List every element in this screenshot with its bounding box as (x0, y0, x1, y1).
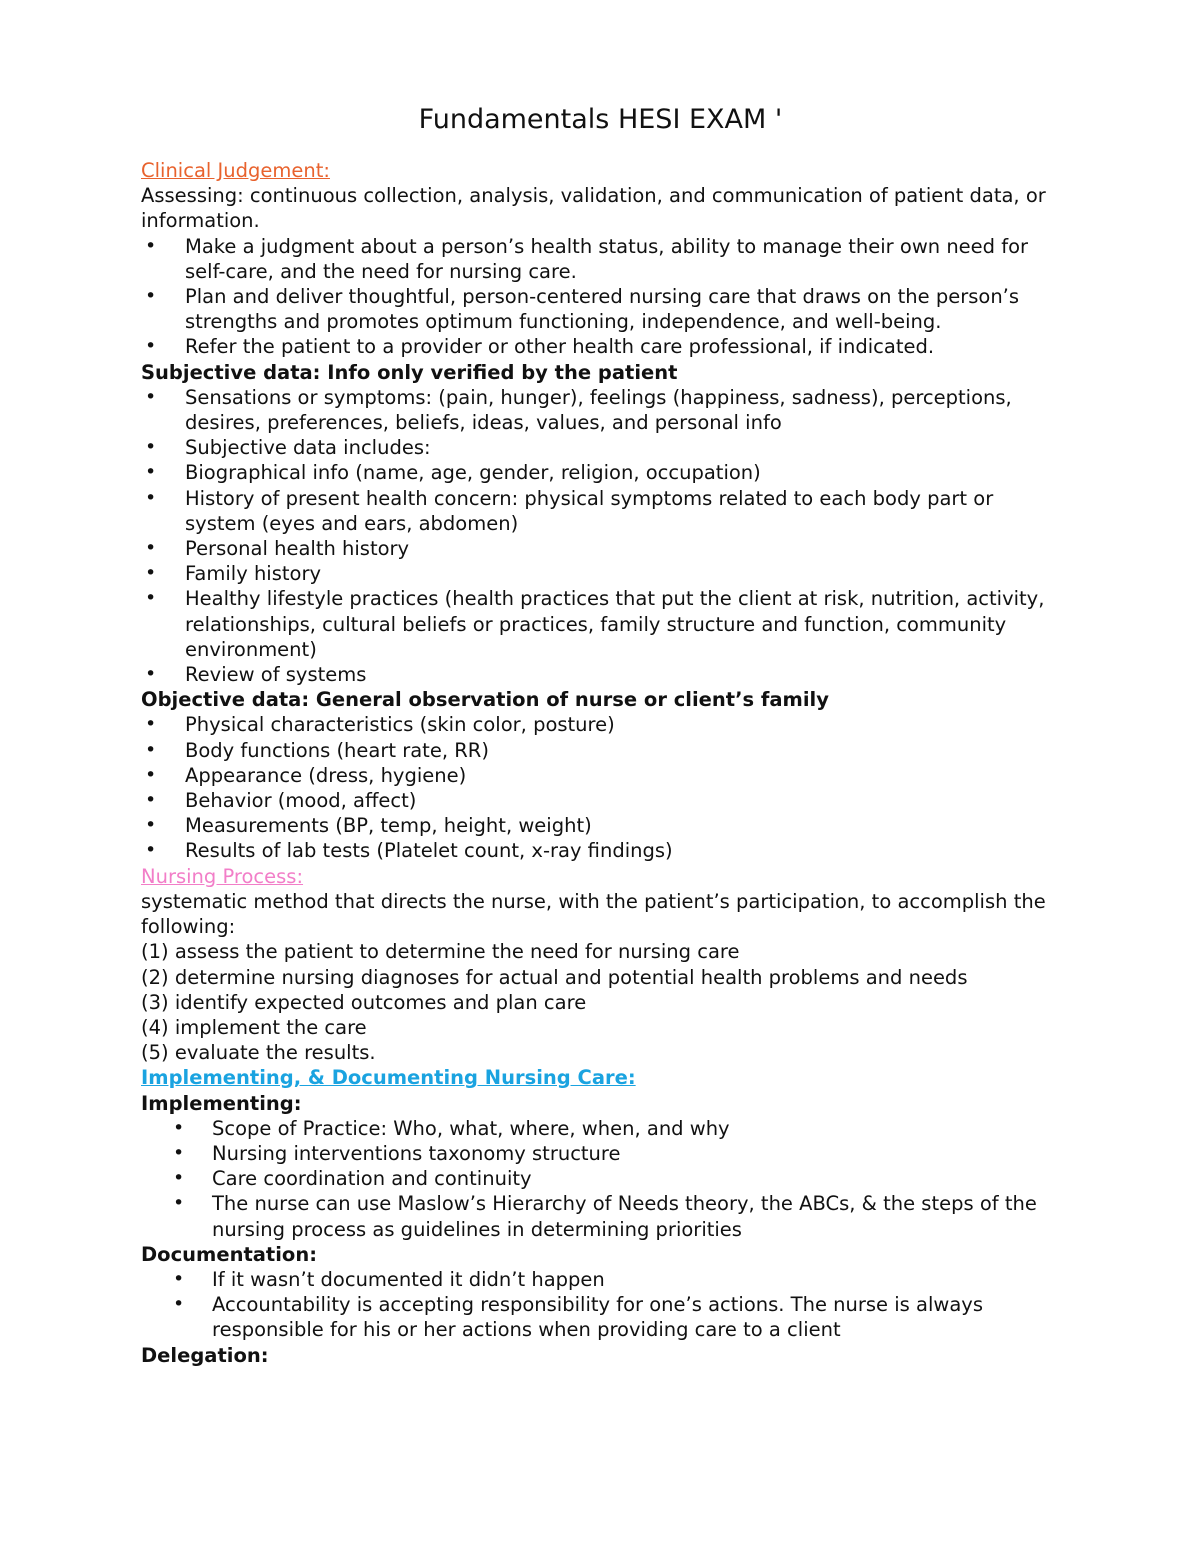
nursing-process-step: (4) implement the care (141, 1015, 367, 1039)
implementing-bullet-list (141, 1116, 1060, 1242)
list-item: • Personal health history (141, 536, 1060, 561)
list-item: • Family history (141, 561, 1060, 586)
documentation-label: Documentation: (141, 1242, 318, 1266)
list-item: • Measurements (BP, temp, height, weight) (141, 813, 1060, 838)
delegation-label: Delegation: (141, 1343, 269, 1367)
list-item: • The nurse can use Maslow’s Hierarchy of Needs theory, the ABCs, & the steps of the nursing process as guidelines in determining priorities (141, 1191, 1060, 1241)
list-item: • Healthy lifestyle practices (health practices that put the client at risk, nutrition, activity, relationships, cultural beliefs or practices, family structure and function, community environment) (141, 586, 1060, 662)
document-title: Fundamentals HESI EXAM ' (418, 104, 783, 135)
list-item: • Accountability is accepting responsibility for one’s actions. The nurse is always responsible for his or her actions when providing care to a client (141, 1292, 1060, 1342)
list-item: • Appearance (dress, hygiene) (141, 763, 1060, 788)
list-item: • Biographical info (name, age, gender, religion, occupation) (141, 460, 1060, 485)
clinical-intro: Assessing: continuous collection, analysis, validation, and communication of patient data, or information. (141, 184, 1046, 233)
list-item: • Behavior (mood, affect) (141, 788, 1060, 813)
nursing-process-heading: Nursing Process: (141, 864, 304, 888)
subjective-bullet-list (141, 385, 1060, 687)
list-item: • Care coordination and continuity (141, 1166, 1060, 1191)
list-item: • If it wasn’t documented it didn’t happen (141, 1267, 1060, 1292)
list-item: • Body functions (heart rate, RR) (141, 738, 1060, 763)
objective-data-heading: Objective data: General observation of nurse or client’s family (141, 688, 829, 712)
documentation-bullet-list (141, 1267, 1060, 1343)
implementing-label: Implementing: (141, 1091, 302, 1115)
list-item: • Make a judgment about a person’s health status, ability to manage their own need for self-care, and the need for nursing care. (141, 234, 1060, 284)
list-item: • Plan and deliver thoughtful, person-centered nursing care that draws on the person’s strengths and promotes optimum functioning, independence, and well-being. (141, 284, 1060, 334)
nursing-process-step: (1) assess the patient to determine the need for nursing care (141, 940, 740, 964)
nursing-process-step: (5) evaluate the results. (141, 1041, 376, 1065)
list-item: • Review of systems (141, 662, 1060, 687)
list-item: • Subjective data includes: (141, 435, 1060, 460)
implementing-documenting-heading: Implementing, & Documenting Nursing Care: (141, 1066, 636, 1090)
list-item: • Scope of Practice: Who, what, where, when, and why (141, 1116, 1060, 1141)
objective-bullet-list (141, 712, 1060, 863)
subjective-data-heading: Subjective data: Info only verified by the patient (141, 360, 678, 384)
clinical-judgement-heading: Clinical Judgement: (141, 159, 330, 182)
list-item: • Refer the patient to a provider or other health care professional, if indicated. (141, 334, 1060, 359)
list-item: • Physical characteristics (skin color, posture) (141, 712, 1060, 737)
list-item: • History of present health concern: physical symptoms related to each body part or system (eyes and ears, abdomen) (141, 486, 1060, 536)
list-item: • Results of lab tests (Platelet count, x-ray findings) (141, 838, 1060, 863)
clinical-bullet-list (141, 234, 1060, 360)
nursing-process-step: (2) determine nursing diagnoses for actual and potential health problems and needs (141, 965, 968, 989)
list-item: • Sensations or symptoms: (pain, hunger), feelings (happiness, sadness), perceptions, desires, preferences, beliefs, ideas, values, and personal info (141, 385, 1060, 435)
nursing-process-step: (3) identify expected outcomes and plan care (141, 990, 587, 1014)
list-item: • Nursing interventions taxonomy structure (141, 1141, 1060, 1166)
nursing-process-intro: systematic method that directs the nurse, with the patient’s participation, to accomplish the following: (141, 889, 1046, 939)
